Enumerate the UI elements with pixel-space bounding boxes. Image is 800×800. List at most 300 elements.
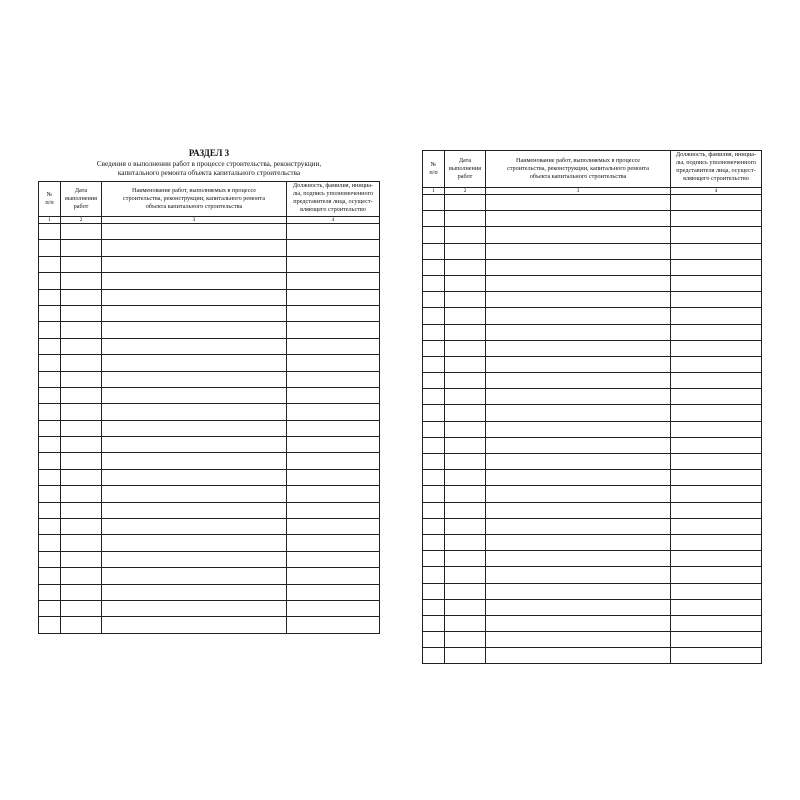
date-cell[interactable] xyxy=(445,470,486,486)
header-signatory-line: представителя лица, осущест- xyxy=(293,198,373,205)
work-name-cell[interactable] xyxy=(486,195,671,211)
row-number-cell[interactable] xyxy=(423,583,445,599)
section-title: РАЗДЕЛ 3 xyxy=(188,148,230,158)
row-number-cell[interactable] xyxy=(423,632,445,648)
table-row xyxy=(423,454,762,470)
signature-cell[interactable] xyxy=(287,355,380,371)
work-name-cell[interactable] xyxy=(102,469,287,485)
work-name-cell[interactable] xyxy=(102,502,287,518)
work-name-cell[interactable] xyxy=(486,308,671,324)
date-cell[interactable] xyxy=(61,305,102,321)
table-row xyxy=(39,535,380,551)
date-cell[interactable] xyxy=(445,405,486,421)
signature-cell[interactable] xyxy=(287,568,380,584)
row-number-cell[interactable] xyxy=(423,599,445,615)
signature-cell[interactable] xyxy=(671,615,762,631)
table-row xyxy=(39,551,380,567)
table-row xyxy=(423,227,762,243)
row-number-cell[interactable] xyxy=(39,404,61,420)
row-number-cell[interactable] xyxy=(423,405,445,421)
date-cell[interactable] xyxy=(61,273,102,289)
row-number-cell[interactable] xyxy=(423,567,445,583)
table-row xyxy=(39,437,380,453)
work-name-cell[interactable] xyxy=(102,551,287,567)
work-name-cell[interactable] xyxy=(486,583,671,599)
signature-cell[interactable] xyxy=(287,535,380,551)
row-number-cell[interactable] xyxy=(423,648,445,664)
date-cell[interactable] xyxy=(445,324,486,340)
signature-cell[interactable] xyxy=(287,600,380,616)
header-work-name-line: Наименование работ, выполняемых в процессе xyxy=(515,157,641,164)
signature-cell[interactable] xyxy=(287,453,380,469)
row-number-cell[interactable] xyxy=(39,371,61,387)
column-number: 1 xyxy=(39,217,61,224)
work-name-cell[interactable] xyxy=(102,535,287,551)
date-cell[interactable] xyxy=(445,486,486,502)
work-name-cell[interactable] xyxy=(102,617,287,633)
row-number-cell[interactable] xyxy=(423,243,445,259)
signature-cell[interactable] xyxy=(287,289,380,305)
work-name-cell[interactable] xyxy=(102,273,287,289)
signature-cell[interactable] xyxy=(671,195,762,211)
row-number-cell[interactable] xyxy=(423,615,445,631)
table-row xyxy=(423,615,762,631)
table-row xyxy=(423,324,762,340)
date-cell[interactable] xyxy=(61,551,102,567)
table-row xyxy=(423,437,762,453)
header-date xyxy=(61,182,102,217)
work-name-cell[interactable] xyxy=(102,519,287,535)
signature-cell[interactable] xyxy=(671,389,762,405)
header-signatory-line: лы, подпись уполномоченного xyxy=(292,190,374,197)
row-number-cell[interactable] xyxy=(423,454,445,470)
date-cell[interactable] xyxy=(445,599,486,615)
date-cell[interactable] xyxy=(445,518,486,534)
header-signatory xyxy=(287,182,380,217)
work-name-cell[interactable] xyxy=(486,648,671,664)
date-cell[interactable] xyxy=(445,308,486,324)
signature-cell[interactable] xyxy=(671,308,762,324)
header-date-line: Дата xyxy=(458,157,472,164)
signature-cell[interactable] xyxy=(287,387,380,403)
header-work-name-line: строительства, реконструкции, капитального ремонта xyxy=(507,165,649,172)
signature-cell[interactable] xyxy=(287,256,380,272)
signature-cell[interactable] xyxy=(287,338,380,354)
row-number-cell[interactable] xyxy=(39,338,61,354)
signature-cell[interactable] xyxy=(671,243,762,259)
date-cell[interactable] xyxy=(445,648,486,664)
date-cell[interactable] xyxy=(61,502,102,518)
header-number-line: п/п xyxy=(45,199,54,206)
row-number-cell[interactable] xyxy=(423,534,445,550)
date-cell[interactable] xyxy=(61,355,102,371)
work-name-cell[interactable] xyxy=(486,211,671,227)
work-name-cell[interactable] xyxy=(102,240,287,256)
row-number-cell[interactable] xyxy=(423,437,445,453)
row-number-cell[interactable] xyxy=(423,389,445,405)
table-row xyxy=(423,275,762,291)
table-row xyxy=(39,502,380,518)
row-number-cell[interactable] xyxy=(39,322,61,338)
date-cell[interactable] xyxy=(445,292,486,308)
date-cell[interactable] xyxy=(445,421,486,437)
date-cell[interactable] xyxy=(61,420,102,436)
date-cell[interactable] xyxy=(61,469,102,485)
signature-cell[interactable] xyxy=(287,584,380,600)
header-work-name-line: объекта капитального строительства xyxy=(145,203,243,210)
row-number-cell[interactable] xyxy=(423,373,445,389)
work-name-cell[interactable] xyxy=(486,615,671,631)
column-number: 1 xyxy=(423,188,445,195)
date-cell[interactable] xyxy=(61,371,102,387)
signature-cell[interactable] xyxy=(671,421,762,437)
row-number-cell[interactable] xyxy=(423,421,445,437)
signature-cell[interactable] xyxy=(671,356,762,372)
row-number-cell[interactable] xyxy=(423,308,445,324)
date-cell[interactable] xyxy=(445,502,486,518)
date-cell[interactable] xyxy=(445,551,486,567)
table-row xyxy=(39,322,380,338)
date-cell[interactable] xyxy=(61,256,102,272)
work-name-cell[interactable] xyxy=(102,289,287,305)
table-row xyxy=(39,420,380,436)
signature-cell[interactable] xyxy=(671,632,762,648)
header-date-line: Дата xyxy=(74,187,88,194)
signature-cell[interactable] xyxy=(287,469,380,485)
signature-cell[interactable] xyxy=(671,437,762,453)
date-cell[interactable] xyxy=(445,583,486,599)
signature-cell[interactable] xyxy=(671,227,762,243)
header-signatory-line: вляющего строительство xyxy=(683,175,749,182)
work-name-cell[interactable] xyxy=(486,486,671,502)
work-name-cell[interactable] xyxy=(486,227,671,243)
signature-cell[interactable] xyxy=(287,404,380,420)
work-name-cell[interactable] xyxy=(486,470,671,486)
row-number-cell[interactable] xyxy=(39,437,61,453)
work-name-cell[interactable] xyxy=(486,534,671,550)
table-row xyxy=(423,389,762,405)
header-number-line: п/п xyxy=(429,169,438,176)
work-name-cell[interactable] xyxy=(102,371,287,387)
date-cell[interactable] xyxy=(445,615,486,631)
signature-cell[interactable] xyxy=(287,240,380,256)
column-number: 3 xyxy=(486,188,671,195)
work-name-cell[interactable] xyxy=(486,502,671,518)
date-cell[interactable] xyxy=(445,567,486,583)
signature-cell[interactable] xyxy=(287,551,380,567)
header-number-line: № xyxy=(430,161,437,168)
work-name-cell[interactable] xyxy=(102,568,287,584)
date-cell[interactable] xyxy=(445,534,486,550)
header-row xyxy=(423,151,762,188)
date-cell[interactable] xyxy=(61,224,102,240)
signature-cell[interactable] xyxy=(671,583,762,599)
table-row xyxy=(423,405,762,421)
work-name-cell[interactable] xyxy=(102,437,287,453)
signature-cell[interactable] xyxy=(671,502,762,518)
row-number-cell[interactable] xyxy=(423,356,445,372)
date-cell[interactable] xyxy=(61,338,102,354)
signature-cell[interactable] xyxy=(287,519,380,535)
row-number-cell[interactable] xyxy=(39,240,61,256)
row-number-cell[interactable] xyxy=(39,535,61,551)
signature-cell[interactable] xyxy=(287,617,380,633)
row-number-cell[interactable] xyxy=(39,224,61,240)
column-number-row xyxy=(423,188,762,195)
date-cell[interactable] xyxy=(445,275,486,291)
row-number-cell[interactable] xyxy=(39,584,61,600)
row-number-cell[interactable] xyxy=(39,305,61,321)
row-number-cell[interactable] xyxy=(39,551,61,567)
header-work-name-line: строительства, реконструкции, капитального ремонта xyxy=(123,195,265,202)
signature-cell[interactable] xyxy=(287,502,380,518)
signature-cell[interactable] xyxy=(671,567,762,583)
date-cell[interactable] xyxy=(61,535,102,551)
work-name-cell[interactable] xyxy=(486,632,671,648)
signature-cell[interactable] xyxy=(671,486,762,502)
table-row xyxy=(423,583,762,599)
date-cell[interactable] xyxy=(61,486,102,502)
signature-cell[interactable] xyxy=(287,224,380,240)
work-name-cell[interactable] xyxy=(486,243,671,259)
table-row xyxy=(423,486,762,502)
date-cell[interactable] xyxy=(61,289,102,305)
date-cell[interactable] xyxy=(445,259,486,275)
row-number-cell[interactable] xyxy=(423,292,445,308)
header-work-name xyxy=(102,182,287,217)
section-subtitle xyxy=(38,160,380,178)
work-name-cell[interactable] xyxy=(102,486,287,502)
work-name-cell[interactable] xyxy=(102,600,287,616)
table-row xyxy=(39,453,380,469)
date-cell[interactable] xyxy=(445,454,486,470)
row-number-cell[interactable] xyxy=(423,470,445,486)
date-cell[interactable] xyxy=(445,373,486,389)
header-signatory-line: Должность, фамилия, инициа- xyxy=(675,151,757,158)
row-number-cell[interactable] xyxy=(39,600,61,616)
work-name-cell[interactable] xyxy=(102,322,287,338)
header-date-line: работ xyxy=(73,203,89,210)
row-number-cell[interactable] xyxy=(39,273,61,289)
table-row xyxy=(423,195,762,211)
table-row xyxy=(39,256,380,272)
row-number-cell[interactable] xyxy=(423,551,445,567)
column-number: 4 xyxy=(671,188,762,195)
work-name-cell[interactable] xyxy=(486,405,671,421)
date-cell[interactable] xyxy=(61,453,102,469)
signature-cell[interactable] xyxy=(671,340,762,356)
column-number: 2 xyxy=(61,217,102,224)
date-cell[interactable] xyxy=(445,356,486,372)
work-name-cell[interactable] xyxy=(102,404,287,420)
work-name-cell[interactable] xyxy=(102,355,287,371)
date-cell[interactable] xyxy=(445,437,486,453)
table-row xyxy=(423,356,762,372)
row-number-cell[interactable] xyxy=(39,420,61,436)
signature-cell[interactable] xyxy=(671,648,762,664)
row-number-cell[interactable] xyxy=(423,227,445,243)
work-name-cell[interactable] xyxy=(486,437,671,453)
date-cell[interactable] xyxy=(61,617,102,633)
table-row xyxy=(423,308,762,324)
table-row xyxy=(39,568,380,584)
signature-cell[interactable] xyxy=(671,551,762,567)
row-number-cell[interactable] xyxy=(423,340,445,356)
row-number-cell[interactable] xyxy=(39,387,61,403)
row-number-cell[interactable] xyxy=(423,502,445,518)
work-name-cell[interactable] xyxy=(486,275,671,291)
signature-cell[interactable] xyxy=(287,305,380,321)
signature-cell[interactable] xyxy=(671,373,762,389)
date-cell[interactable] xyxy=(61,437,102,453)
signature-cell[interactable] xyxy=(671,518,762,534)
date-cell[interactable] xyxy=(61,387,102,403)
work-name-cell[interactable] xyxy=(486,292,671,308)
signature-cell[interactable] xyxy=(671,405,762,421)
signature-cell[interactable] xyxy=(287,371,380,387)
column-number: 4 xyxy=(287,217,380,224)
signature-cell[interactable] xyxy=(671,599,762,615)
signature-cell[interactable] xyxy=(671,534,762,550)
column-number-row xyxy=(39,217,380,224)
date-cell[interactable] xyxy=(445,389,486,405)
work-name-cell[interactable] xyxy=(486,356,671,372)
row-number-cell[interactable] xyxy=(423,211,445,227)
table-row xyxy=(423,292,762,308)
row-number-cell[interactable] xyxy=(39,453,61,469)
row-number-cell[interactable] xyxy=(39,519,61,535)
row-number-cell[interactable] xyxy=(39,469,61,485)
signature-cell[interactable] xyxy=(287,322,380,338)
signature-cell[interactable] xyxy=(287,437,380,453)
signature-cell[interactable] xyxy=(671,454,762,470)
table-row xyxy=(423,551,762,567)
row-number-cell[interactable] xyxy=(423,259,445,275)
work-name-cell[interactable] xyxy=(102,224,287,240)
date-cell[interactable] xyxy=(61,519,102,535)
date-cell[interactable] xyxy=(61,322,102,338)
work-name-cell[interactable] xyxy=(486,551,671,567)
date-cell[interactable] xyxy=(61,240,102,256)
header-date-line: выполнения xyxy=(64,195,98,202)
work-name-cell[interactable] xyxy=(102,256,287,272)
work-name-cell[interactable] xyxy=(486,599,671,615)
table-body xyxy=(39,224,380,634)
row-number-cell[interactable] xyxy=(423,195,445,211)
date-cell[interactable] xyxy=(445,632,486,648)
work-name-cell[interactable] xyxy=(102,387,287,403)
row-number-cell[interactable] xyxy=(39,568,61,584)
work-name-cell[interactable] xyxy=(486,259,671,275)
work-name-cell[interactable] xyxy=(102,584,287,600)
signature-cell[interactable] xyxy=(671,470,762,486)
row-number-cell[interactable] xyxy=(423,518,445,534)
column-number: 2 xyxy=(445,188,486,195)
date-cell[interactable] xyxy=(445,340,486,356)
table-row xyxy=(39,355,380,371)
work-name-cell[interactable] xyxy=(486,340,671,356)
header-work-name-line: Наименование работ, выполняемых в процессе xyxy=(131,187,257,194)
signature-cell[interactable] xyxy=(287,486,380,502)
table-row xyxy=(423,243,762,259)
work-name-cell[interactable] xyxy=(486,389,671,405)
header-signatory-line: лы, подпись уполномоченного xyxy=(675,159,757,166)
work-name-cell[interactable] xyxy=(102,453,287,469)
table-row xyxy=(423,421,762,437)
signature-cell[interactable] xyxy=(287,420,380,436)
row-number-cell[interactable] xyxy=(423,486,445,502)
work-name-cell[interactable] xyxy=(486,421,671,437)
date-cell[interactable] xyxy=(61,600,102,616)
signature-cell[interactable] xyxy=(287,273,380,289)
header-work-name xyxy=(486,151,671,188)
date-cell[interactable] xyxy=(61,584,102,600)
table-row xyxy=(39,273,380,289)
table-row xyxy=(423,340,762,356)
header-date-line: работ xyxy=(457,173,473,180)
date-cell[interactable] xyxy=(61,404,102,420)
signature-cell[interactable] xyxy=(671,211,762,227)
row-number-cell[interactable] xyxy=(39,502,61,518)
header-signatory-line: вляющего строительство xyxy=(300,206,366,213)
header-signatory-line: Должность, фамилия, инициа- xyxy=(292,182,374,189)
work-name-cell[interactable] xyxy=(102,305,287,321)
work-name-cell[interactable] xyxy=(486,373,671,389)
date-cell[interactable] xyxy=(445,227,486,243)
table-row xyxy=(423,632,762,648)
row-number-cell[interactable] xyxy=(423,275,445,291)
signature-cell[interactable] xyxy=(671,259,762,275)
row-number-cell[interactable] xyxy=(39,256,61,272)
signature-cell[interactable] xyxy=(671,275,762,291)
row-number-cell[interactable] xyxy=(39,289,61,305)
table-row xyxy=(423,567,762,583)
date-cell[interactable] xyxy=(445,195,486,211)
table-row xyxy=(39,338,380,354)
header-signatory xyxy=(671,151,762,188)
work-name-cell[interactable] xyxy=(486,567,671,583)
table-row xyxy=(39,404,380,420)
header-number-line: № xyxy=(46,191,53,198)
header-date-line: выполнения xyxy=(448,165,482,172)
date-cell[interactable] xyxy=(445,243,486,259)
work-name-cell[interactable] xyxy=(486,518,671,534)
row-number-cell[interactable] xyxy=(39,486,61,502)
row-number-cell[interactable] xyxy=(39,355,61,371)
subtitle-line-1: Сведения о выполнении работ в процессе строительства, реконструкции, xyxy=(96,160,322,168)
table-row xyxy=(39,519,380,535)
signature-cell[interactable] xyxy=(671,324,762,340)
table-row xyxy=(39,617,380,633)
table-row xyxy=(39,289,380,305)
left-page xyxy=(38,148,380,634)
section-heading xyxy=(38,148,380,178)
table-row xyxy=(39,371,380,387)
work-name-cell[interactable] xyxy=(486,454,671,470)
header-number xyxy=(39,182,61,217)
date-cell[interactable] xyxy=(61,568,102,584)
signature-cell[interactable] xyxy=(671,292,762,308)
works-table-continued xyxy=(422,150,762,664)
table-row xyxy=(39,600,380,616)
date-cell[interactable] xyxy=(445,211,486,227)
row-number-cell[interactable] xyxy=(423,324,445,340)
row-number-cell[interactable] xyxy=(39,617,61,633)
work-name-cell[interactable] xyxy=(102,420,287,436)
work-name-cell[interactable] xyxy=(486,324,671,340)
works-table xyxy=(38,181,380,634)
work-name-cell[interactable] xyxy=(102,338,287,354)
